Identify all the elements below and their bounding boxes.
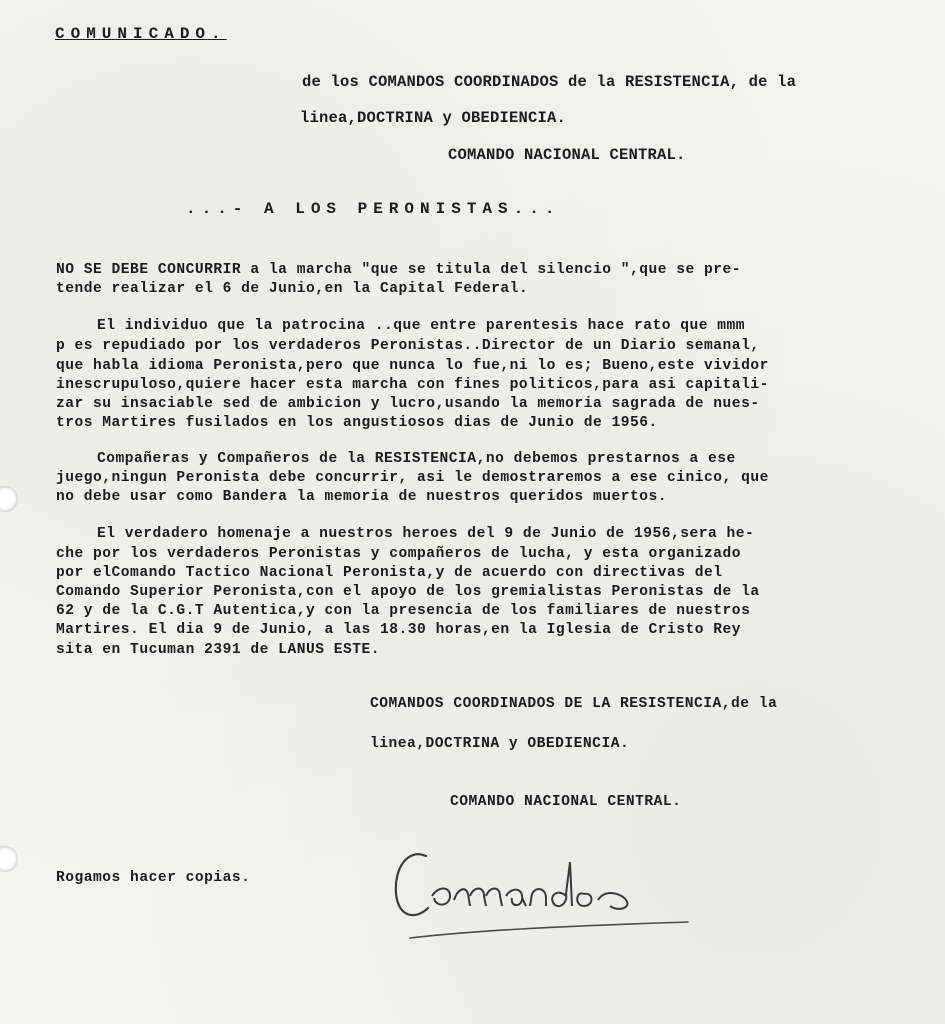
footer-note: Rogamos hacer copias. — [56, 870, 251, 886]
punch-hole — [0, 486, 18, 512]
paragraph-line: p es repudiado por los verdaderos Peronistas..Director de un Diario semanal, — [56, 338, 760, 354]
header-line-2: linea,DOCTRINA y OBEDIENCIA. — [300, 109, 567, 127]
paragraph-line: NO SE DEBE CONCURRIR a la marcha "que se titula del silencio ",que se pre- — [56, 262, 742, 278]
paragraph-line: El individuo que la patrocina ..que entre parentesis hace rato que mmm — [97, 318, 746, 334]
closing-line-2: linea,DOCTRINA y OBEDIENCIA. — [370, 736, 630, 752]
paragraph-line: zar su insaciable sed de ambicion y lucro,usando la memoria sagrada de nues- — [56, 396, 760, 412]
paragraph-line: que habla idioma Peronista,pero que nunca lo fue,ni lo es; Bueno,este vividor — [56, 358, 769, 374]
closing-line-3: COMANDO NACIONAL CENTRAL. — [450, 794, 682, 810]
paragraph-line: sita en Tucuman 2391 de LANUS ESTE. — [56, 642, 381, 658]
document-title: COMUNICADO. — [55, 25, 227, 43]
paragraph-line: tende realizar el 6 de Junio,en la Capital Federal. — [56, 281, 529, 297]
paragraph-line: inescrupuloso,quiere hacer esta marcha con fines politicos,para asi capitali- — [56, 377, 769, 393]
paragraph-line: juego,ningun Peronista debe concurrir, asi le demostraremos a ese cinico, que — [56, 470, 769, 486]
header-line-1: de los COMANDOS COORDINADOS de la RESISTENCIA, de la — [302, 73, 797, 91]
paragraph-line: che por los verdaderos Peronistas y compañeros de lucha, y esta organizado — [56, 546, 742, 562]
closing-line-1: COMANDOS COORDINADOS DE LA RESISTENCIA,de la — [370, 696, 778, 712]
paragraph-line: tros Martires fusilados en los angustiosos dias de Junio de 1956. — [56, 415, 658, 431]
paragraph-line: por elComando Tactico Nacional Peronista,y de acuerdo con directivas del — [56, 565, 723, 581]
paragraph-line: no debe usar como Bandera la memoria de nuestros queridos muertos. — [56, 489, 668, 505]
section-heading: ...- A LOS PERONISTAS... — [186, 200, 561, 218]
paragraph-line: Martires. El dia 9 de Junio, a las 18.30 horas,en la Iglesia de Cristo Rey — [56, 622, 742, 638]
paragraph-line: Compañeras y Compañeros de la RESISTENCIA,no debemos prestarnos a ese — [97, 451, 736, 467]
header-line-3: COMANDO NACIONAL CENTRAL. — [448, 146, 686, 164]
handwritten-signature — [388, 838, 708, 968]
punch-hole — [0, 846, 18, 872]
paragraph-line: Comando Superior Peronista,con el apoyo de los gremialistas Peronistas de la — [56, 584, 760, 600]
paragraph-line: El verdadero homenaje a nuestros heroes del 9 de Junio de 1956,sera he- — [97, 526, 755, 542]
paragraph-line: 62 y de la C.G.T Autentica,y con la presencia de los familiares de nuestros — [56, 603, 751, 619]
